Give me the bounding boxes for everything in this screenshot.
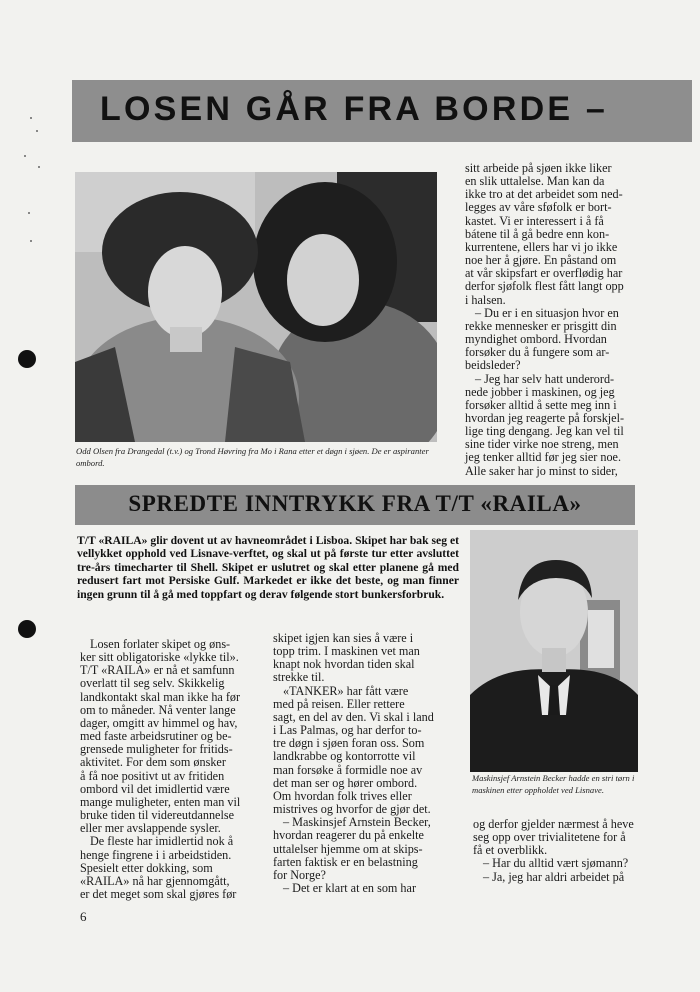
- text-line: grensede muligheter for fritids-: [80, 742, 233, 757]
- photo-chief-engineer-image: [470, 530, 638, 772]
- article-column-right-top: [465, 162, 641, 478]
- text-line: myndighet ombord. Hvordan: [465, 332, 607, 347]
- text-line: for Norge?: [273, 867, 326, 882]
- text-line: aktivitet. For dem som ønsker: [80, 755, 226, 770]
- text-line: seg opp over trivialitetene for å: [473, 830, 626, 845]
- binder-hole-top: [18, 350, 36, 368]
- text-line: topp trim. I maskinen vet man: [273, 644, 420, 659]
- article-column-middle: [273, 632, 445, 895]
- text-line: Alle saker har jo minst to sider,: [465, 463, 618, 478]
- lead-paragraph: T/T «RAILA» glir dovent ut av havneområdet i Lisboa. Skipet har bak seg et vellykket opphold ved Lisnave-verftet, og skal ut på første tur etter avsluttet tre-års timecharter til Shell. Skipet er uslutret og skal etter planene gå med redusert fart mot Persiske Gulf. Markedet er ikke det beste, og man finner ingen grunn til å gå med toppfart og derav følgende stort bunkersforbruk.: [77, 534, 459, 601]
- text-line: med faste arbeidsrutiner og be-: [80, 729, 232, 744]
- text-line: «TANKER» har fått være: [283, 683, 409, 698]
- paper-speck: [30, 117, 32, 119]
- text-line: hvordan reagerer du på enkelte: [273, 828, 424, 843]
- text-line: legges av våre sføfolk er bort-: [465, 200, 612, 215]
- text-line: ikke tro at det arbeidet som ned-: [465, 187, 623, 202]
- text-line: om to måneder. Nå venter lange: [80, 702, 236, 717]
- text-line: rekke mennesker er prisgitt din: [465, 318, 617, 333]
- text-line: tre døgn i sjøen foran oss. Som: [273, 736, 425, 751]
- text-line: skipet igjen kan sies å være i: [273, 631, 414, 645]
- text-line: ker sitt obligatoriske «lykke til».: [80, 650, 239, 665]
- text-line: – Det er klart at en som har: [283, 880, 416, 895]
- text-line: lige ting dengang. Jeg kan vel til: [465, 424, 624, 439]
- text-line: De fleste har imidlertid nok å: [90, 834, 234, 849]
- text-line: T/T «RAILA» er nå et samfunn: [80, 663, 235, 678]
- text-line: at vår skipsfart er overflødig har: [465, 266, 623, 281]
- text-line: med på reisen. Eller rettere: [273, 696, 405, 711]
- text-line: – Ja, jeg har aldri arbeidet på: [483, 869, 625, 884]
- text-line: å få noe positivt ut av fritiden: [80, 768, 225, 783]
- photo-two-aspirants-image: [75, 172, 437, 442]
- text-line: man forsøke å formidle noe av: [273, 762, 423, 777]
- text-line: – Jeg har selv hatt underord-: [475, 371, 615, 386]
- text-line: derfor sjøfolk flest fått langt opp: [465, 279, 624, 294]
- text-line: kastet. Vi er interessert i å få: [465, 213, 604, 228]
- text-line: Losen forlater skipet og øns-: [90, 637, 231, 651]
- text-line: Om hvordan folk trives eller: [273, 788, 412, 803]
- text-line: Spesielt etter dokking, som: [80, 860, 213, 875]
- text-line: – Har du alltid vært sjømann?: [483, 856, 629, 871]
- text-line: bátene til å gå bedre enn kon-: [465, 226, 610, 241]
- text-line: bruke tiden til videreutdannelse: [80, 808, 234, 823]
- paper-speck: [30, 240, 32, 242]
- text-line: nede jobber i maskinen, og jeg: [465, 384, 615, 399]
- text-line: farten faktisk er en belastning: [273, 854, 418, 869]
- paper-speck: [28, 212, 30, 214]
- text-line: landkrabbe og kontorrotte vil: [273, 749, 416, 764]
- text-line: forsøker alltid å sette meg inn i: [465, 397, 617, 412]
- text-line: mange muligheter, enten man vil: [80, 794, 241, 809]
- text-line: i Las Palmas, og har derfor to-: [273, 723, 422, 738]
- text-line: og derfor gjelder nærmest å heve: [473, 817, 634, 831]
- text-line: mistrives og hvorfor de gjør det.: [273, 802, 431, 817]
- text-line: – Maskinsjef Arnstein Becker,: [283, 815, 431, 830]
- text-line: henge fingrene i i arbeidstiden.: [80, 847, 232, 862]
- headline-banner-top: [72, 80, 692, 142]
- text-line: er det meget som skal gjøres før: [80, 886, 237, 901]
- binder-hole-bottom: [18, 620, 36, 638]
- text-line: ombord vil det imidlertid være: [80, 781, 230, 796]
- photo-chief-engineer: [470, 530, 638, 772]
- text-line: uttalelser hjemme om at skips-: [273, 841, 423, 856]
- article-column-left: [80, 638, 250, 901]
- paper-speck: [38, 166, 40, 168]
- text-line: «RAILA» nå har gjennomgått,: [80, 873, 230, 888]
- headline-top: LOSEN GÅR FRA BORDE –: [100, 90, 608, 128]
- text-line: knapt nok hvordan tiden skal: [273, 657, 415, 672]
- text-line: beidsleder?: [465, 358, 521, 373]
- text-line: overlatt til seg selv. Skikkelig: [80, 676, 225, 691]
- text-line: kurrentene, ellers har vi jo ikke: [465, 239, 618, 254]
- text-line: dager, omgitt av himmel og hav,: [80, 715, 238, 730]
- headline-banner-bottom: [75, 485, 635, 525]
- photo-caption-bottom: Maskinsjef Arnstein Becker hadde en stri tørn i maskinen etter oppholdet ved Lisnave.: [472, 773, 635, 795]
- article-column-right-bottom: [473, 818, 643, 884]
- text-line: – Du er i en situasjon hvor en: [475, 305, 619, 320]
- page-number: 6: [80, 909, 87, 924]
- text-line: landkontakt skal man ikke ha før: [80, 689, 241, 704]
- text-line: få et overblikk.: [473, 843, 548, 858]
- text-line: en slik uttalelse. Man kan da: [465, 174, 605, 189]
- text-line: eller mer avslappende sysler.: [80, 821, 221, 836]
- text-line: strekke til.: [273, 670, 325, 685]
- text-line: i halsen.: [465, 292, 506, 307]
- text-line: hvordan jeg reagerte på forskjel-: [465, 410, 625, 425]
- text-line: sitt arbeide på sjøen ikke liker: [465, 161, 612, 175]
- paper-speck: [24, 155, 26, 157]
- photo-two-aspirants: [75, 172, 437, 442]
- text-line: sagt, en del av den. Vi skal i land: [273, 709, 434, 724]
- paper-speck: [36, 130, 38, 132]
- photo-caption-top: Odd Olsen fra Drangedal (t.v.) og Trond Høvring fra Mo i Rana etter et døgn i sjøen. De er aspiranter ombord.: [76, 446, 429, 468]
- text-line: noe her å gjøre. En påstand om: [465, 253, 617, 268]
- text-line: jeg tenker alltid før jeg sier noe.: [465, 450, 622, 465]
- headline-bottom: SPREDTE INNTRYKK FRA T/T «RAILA»: [128, 491, 582, 516]
- text-line: det man ser og hører ombord.: [273, 775, 418, 790]
- text-line: sine tider virke noe streng, men: [465, 437, 619, 452]
- text-line: forsøker du å fungere som ar-: [465, 345, 610, 360]
